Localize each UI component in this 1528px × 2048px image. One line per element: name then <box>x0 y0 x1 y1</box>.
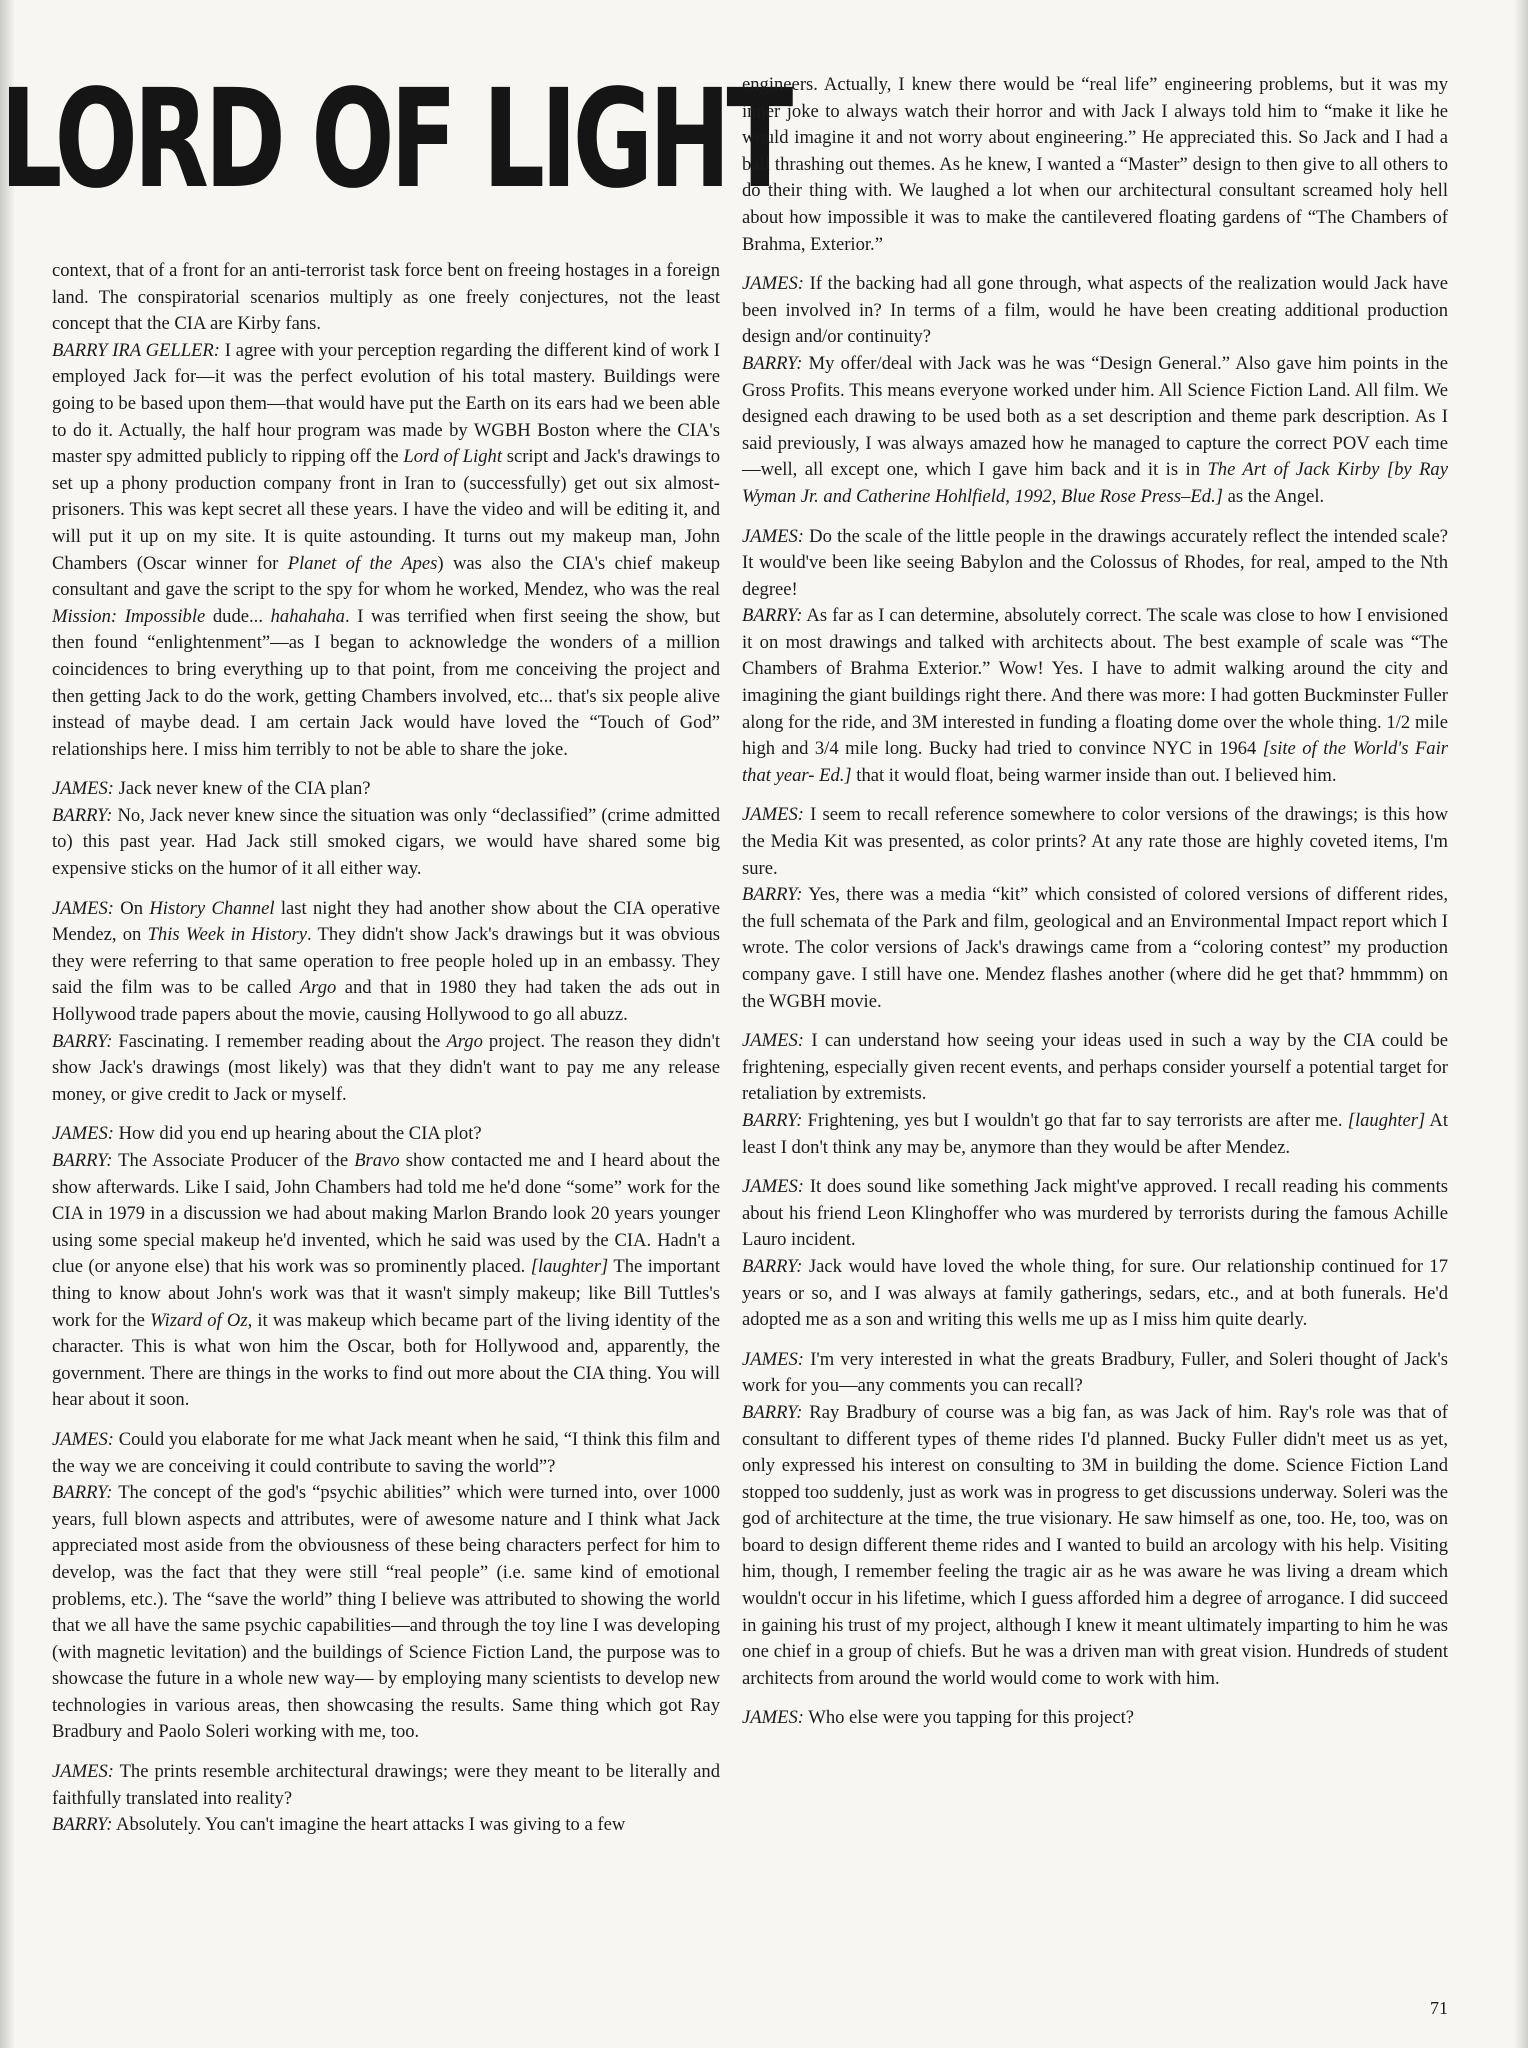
answer-text: dude... <box>205 605 271 627</box>
answer-text: Fascinating. I remember reading about the <box>112 1030 447 1052</box>
speaker-label: BARRY: <box>742 1255 803 1277</box>
speaker-label: JAMES: <box>742 1348 804 1370</box>
laughter-note: [laughter] <box>1347 1109 1426 1131</box>
answer-text: . I was terrified when first seeing the show, but then found “enlightenment”—as I began to acknowledge the wonders of a million coincidences to bring everything up to that point, from me conceiving the project and then getting Jack to do the work, getting Chambers involved, etc... that's six people alive instead of maybe dead. I am certain Jack would have loved the “Touch of God” relationships here. I miss him terribly to not be able to share the joke. <box>52 605 721 760</box>
question-paragraph <box>742 271 1448 351</box>
answer-text: Jack would have loved the whole thing, for sure. Our relationship continued for 17 years or so, and I was always at family gatherings, sedars, etc., and at both funerals. He'd adopted me as a son and writing this wells me up as I miss him quite dearly. <box>742 1255 1448 1331</box>
answer-continuation <box>742 72 1448 258</box>
question-text: and that in 1980 they had taken the ads out in Hollywood trade papers about the movie, causing Hollywood to go all abuzz. <box>52 977 720 1026</box>
question-paragraph <box>742 1174 1448 1254</box>
speaker-label: JAMES: <box>52 778 114 800</box>
answer-paragraph <box>742 1108 1448 1161</box>
answer-text: engineers. Actually, I knew there would be “real life” engineering problems, but it was my inner joke to always watch their horror and with Jack I always told him to “make it like he would imagine it and not worry about engineering.” He appreciated this. So Jack and I had a ball thrashing out themes. As he knew, I wanted a “Master” design to then give to all others to do their thing with. We laughed a lot when our architectural consultant screamed holy hell about how impossible it was to make the cantilevered floating gardens of “The Chambers of Brahma, Exterior.” <box>742 74 1448 255</box>
answer-text: The Associate Producer of the <box>112 1150 355 1171</box>
answer-text: ) was also the CIA's chief makeup consultant and gave the script to the spy for whom he worked, Mendez, who was the real <box>52 552 721 601</box>
answer-text: I agree with your perception regarding the different kind of work I employed Jack for—it was the perfect evolution of his total mastery. Buildings were going to be based upon them—that would have put the Earth on its ears had we been able to do it. Actually, the half hour program was made by WGBH Boston where the CIA's master spy admitted publicly to ripping off the <box>52 339 720 468</box>
scan-edge-right <box>1514 0 1528 2048</box>
title-reference: The Art of Jack Kirby [by Ray Wyman Jr. and Catherine Hohlfield, 1992, Blue Rose Press–Ed.] <box>742 459 1448 507</box>
paragraph-intro <box>52 258 720 338</box>
question-text: I'm very interested in what the greats Bradbury, Fuller, and Soleri thought of Jack's work for you—any comments you can recall? <box>742 1348 1448 1397</box>
speaker-label: JAMES: <box>742 804 804 826</box>
title-reference: Argo <box>446 1030 483 1052</box>
answer-text: , it was makeup which became part of the living identity of the character. This is what won him the Oscar, both for Hollywood and, apparently, the government. There are things in the works to find out more about the CIA thing. You will hear about it soon. <box>52 1309 721 1411</box>
speaker-label: BARRY: <box>742 1109 803 1131</box>
answer-paragraph <box>742 1400 1448 1693</box>
speaker-label: JAMES: <box>52 1761 114 1783</box>
title-reference: Argo <box>299 977 337 999</box>
question-text: It does sound like something Jack might've approved. I recall reading his comments about his friend Leon Klinghoffer who was murdered by terrorists during the famous Achille Lauro incident. <box>742 1176 1448 1251</box>
answer-paragraph <box>742 882 1448 1015</box>
answer-text: As far as I can determine, absolutely correct. The scale was close to how I envisioned it on most drawings and talked with architects about. The best example of scale was “The Chambers of Brahma Exterior.” Wow! Yes. I have to admit walking around the city and imagining the giant buildings right there. And there was more: I had gotten Buckminster Fuller along for the ride, and 3M interested in funding a floating dome over the whole thing. 1/2 mile high and 3/4 mile long. Bucky had tried to convince NYC in 1964 <box>742 605 1448 760</box>
right-column <box>742 72 1448 1732</box>
question-paragraph <box>52 1759 720 1812</box>
left-column <box>52 258 720 1839</box>
answer-paragraph <box>52 803 720 883</box>
answer-text: show contacted me and I heard about the show afterwards. Like I said, John Chambers had told me he'd done “some” work for the CIA in 1979 in a discussion we had about making Marlon Brando look 20 years younger using some special makeup he'd invented, which he said was used by the CIA. Hadn't a clue (or anyone else) that his work was so prominently placed. <box>52 1150 720 1278</box>
speaker-label: JAMES: <box>52 1123 114 1145</box>
title-reference: History Channel <box>149 897 275 919</box>
answer-text: Ray Bradbury of course was a big fan, as was Jack of him. Ray's role was that of consultant to different types of theme rides I'd planned. Bucky Fuller didn't meet us as yet, only expressed his interest on consulting to 3M in building the dome. Science Fiction Land stopped too suddenly, just as work was in progress to get discussions underway. Soleri was the god of architecture at the time, the true visionary. He saw himself as one, too. He, too, was on board to design different theme rides and I wanted to build an arcology with his help. Visiting him, though, I remember feeling the tragic air as he was aware he was living a dream which wouldn't occur in his lifetime, which I guess afforded him a degree of arrogance. I did succeed in gaining his trust of my project, although I knew it meant ultimately imparting to him he was one chief in a group of chiefs. But he was a driven man with great vision. Hundreds of student architects from around the world would come to work with him. <box>742 1401 1448 1689</box>
answer-text: At least I don't think any may be, anymore than they would be after Mendez. <box>742 1109 1449 1158</box>
question-text: I seem to recall reference somewhere to color versions of the drawings; is this how the Media Kit was presented, as color prints? At any rate those are highly coveted items, I'm sure. <box>742 804 1448 879</box>
answer-text: Yes, there was a media “kit” which consisted of colored versions of different rides, the full schemata of the Park and film, geological and an Environmental Impact report which I wrote. The color versions of Jack's drawings came from a “coloring contest” my production company gave. I still have one. Mendez flashes another (where did he get that? hmmmm) on the WGBH movie. <box>742 884 1448 1012</box>
editor-note: [site of the World's Fair that year- Ed.] <box>742 738 1448 786</box>
speaker-label: BARRY: <box>742 1401 803 1423</box>
speaker-label: BARRY: <box>52 1030 113 1052</box>
speaker-label: BARRY: <box>52 1814 113 1836</box>
answer-paragraph <box>52 1480 720 1746</box>
question-text: Do the scale of the little people in the drawings accurately reflect the intended scale? It would've been like seeing Babylon and the Colossus of Rhodes, for real, amped to the Nth degree! <box>742 525 1448 600</box>
article-title: LORD OF LIGHT <box>0 61 789 219</box>
speaker-label: BARRY: <box>52 1482 113 1504</box>
title-reference: Bravo <box>354 1150 400 1171</box>
title-reference: Mission: Impossible <box>52 605 206 627</box>
title-reference: This Week in History <box>147 924 308 946</box>
question-text: Who else were you tapping for this project? <box>803 1707 1135 1729</box>
answer-text: No, Jack never knew since the situation was only “declassified” (crime admitted to) this past year. Had Jack still smoked cigars, we would have shared some big expensive sticks on the humor of it all either way. <box>52 804 720 880</box>
page-number: 71 <box>1430 1998 1448 2018</box>
answer-text: Frightening, yes but I wouldn't go that far to say terrorists are after me. <box>802 1109 1348 1131</box>
question-text: On <box>113 897 150 919</box>
speaker-label: JAMES: <box>742 525 804 547</box>
question-text: How did you end up hearing about the CIA plot? <box>113 1123 482 1145</box>
answer-text: script and Jack's drawings to set up a phony production company front in Iran to (successfully) get out six almost-prisoners. This was kept secret all these years. I have the video and will be editing it, and will put it up on my site. It is quite astounding. It turns out my makeup man, John Chambers (Oscar winner for <box>52 446 721 574</box>
answer-paragraph <box>742 1254 1448 1334</box>
question-text: Jack never knew of the CIA plan? <box>113 778 371 800</box>
speaker-label: BARRY: <box>742 605 803 627</box>
speaker-label: JAMES: <box>742 1176 804 1198</box>
speaker-label: BARRY IRA GELLER: <box>52 339 220 361</box>
question-paragraph <box>742 524 1448 604</box>
title-reference: Wizard of Oz <box>150 1309 248 1331</box>
answer-text: that it would float, being warmer inside than out. I believed him. <box>851 764 1337 786</box>
speaker-label: BARRY: <box>52 804 113 826</box>
answer-text: The important thing to know about John's work was that it wasn't simply makeup; like Bill Tuttles's work for the <box>52 1256 720 1331</box>
answer-paragraph <box>52 1148 720 1414</box>
question-paragraph <box>52 1121 720 1148</box>
speaker-label: BARRY: <box>742 884 803 906</box>
question-paragraph <box>742 1705 1448 1732</box>
question-text: I can understand how seeing your ideas used in such a way by the CIA could be frightening, especially given recent events, and perhaps consider yourself a potential target for retaliation by extremists. <box>742 1030 1448 1105</box>
answer-text: project. The reason they didn't show Jack's drawings (most likely) was that they didn't want to pay me any release money, or give credit to Jack or myself. <box>52 1030 720 1105</box>
emphasis-text: hahahaha <box>270 605 345 627</box>
question-text: The prints resemble architectural drawings; were they meant to be literally and faithfully translated into reality? <box>52 1761 720 1809</box>
laughter-note: [laughter] <box>530 1256 609 1278</box>
speaker-label: JAMES: <box>742 1030 804 1052</box>
question-paragraph <box>742 1028 1448 1108</box>
speaker-label: JAMES: <box>742 273 804 295</box>
scan-edge-left <box>0 0 14 2048</box>
speaker-label: JAMES: <box>52 897 114 919</box>
question-paragraph <box>52 776 720 803</box>
question-paragraph <box>52 1427 720 1480</box>
answer-text: Absolutely. You can't imagine the heart attacks I was giving to a few <box>112 1814 626 1836</box>
title-reference: Lord of Light <box>403 446 503 468</box>
answer-paragraph <box>52 338 720 764</box>
question-paragraph <box>52 896 720 1029</box>
question-paragraph <box>742 802 1448 882</box>
question-text: Could you elaborate for me what Jack meant when he said, “I think this film and the way we are conceiving it could contribute to saving the world”? <box>52 1428 720 1477</box>
intro-text: context, that of a front for an anti-terrorist task force bent on freeing hostages in a foreign land. The conspiratorial scenarios multiply as one freely conjectures, not the least concept that the CIA are Kirby fans. <box>52 260 720 335</box>
answer-text: My offer/deal with Jack was he was “Design General.” Also gave him points in the Gross Profits. This means everyone worked under him. All Science Fiction Land. All film. We designed each drawing to be used both as a set description and theme park description. As I said previously, I was always amazed how he managed to capture the correct POV each time—well, all except one, which I gave him back and it is in <box>742 352 1448 481</box>
question-text: . They didn't show Jack's drawings but it was obvious they were referring to that same operation to free people holed up in an embassy. They said the film was to be called <box>52 924 720 999</box>
speaker-label: BARRY: <box>52 1150 113 1171</box>
question-text: last night they had another show about the CIA operative Mendez, on <box>52 897 720 946</box>
speaker-label: JAMES: <box>742 1707 804 1729</box>
question-paragraph <box>742 1347 1448 1400</box>
answer-paragraph <box>52 1029 720 1109</box>
question-text: If the backing had all gone through, what aspects of the realization would Jack have been involved in? In terms of a film, would he have been creating additional production design and/or continuity? <box>742 273 1448 348</box>
answer-paragraph <box>742 351 1448 511</box>
speaker-label: JAMES: <box>52 1428 114 1450</box>
answer-paragraph <box>742 603 1448 789</box>
title-reference: Planet of the Apes <box>287 552 438 574</box>
answer-paragraph <box>52 1812 720 1839</box>
answer-text: The concept of the god's “psychic abilities” which were turned into, over 1000 years, full blown aspects and attributes, were of awesome nature and I think what Jack appreciated most aside from the obviousness of these being characters perfect for him to develop, was the fact that they were still “real people” (i.e. same kind of emotional problems, etc.). The “save the world” thing I believe was attributed to showing the world that we all have the same psychic capabilities—and through the toy line I was developing (with magnetic levitation) and the buildings of Science Fiction Land, the purpose was to showcase the future in a whole new way— by employing many scientists to develop new technologies in various areas, then showcasing the results. Same thing which got Ray Bradbury and Paolo Soleri working with me, too. <box>52 1482 720 1743</box>
answer-text: as the Angel. <box>1222 485 1325 507</box>
speaker-label: BARRY: <box>742 352 803 374</box>
